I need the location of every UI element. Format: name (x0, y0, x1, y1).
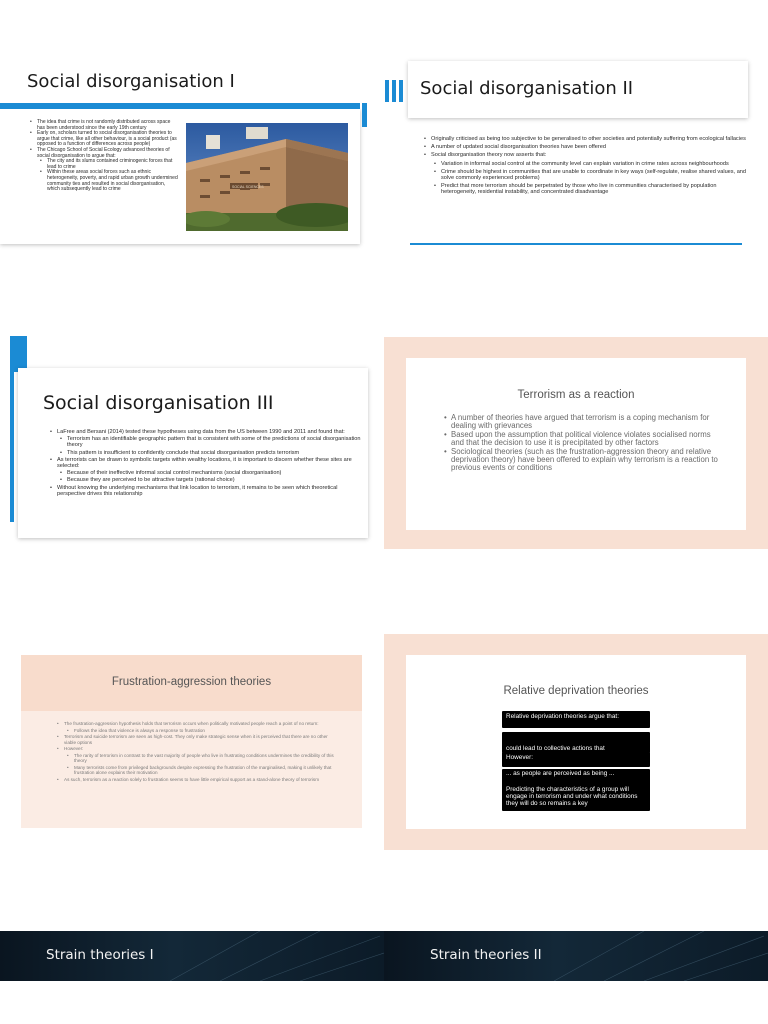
bullet-item: • The idea that crime is not randomly distributed across space has been understood since the early 19th century (30, 120, 178, 131)
sub-bullet-item: • Variation in informal social control at the community level can explain variation in crime rates across neighbourhoods (434, 161, 750, 167)
bullet-item: • Based upon the assumption that political violence violates socialised norms and that the decision to use it is precipitated by other factors (444, 431, 724, 447)
bullet-item: • Without knowing the underlying mechanisms that link location to terrorism, it remains to be seen which theoretical perspective drives this relationship (50, 485, 362, 497)
slide-social-disorganisation-2[interactable] (384, 56, 768, 256)
sub-bullet-item: • Crime should be highest in communities that are unable to coordinate in key ways (self-regulate, realise shared values, and solve commonly experienced problems) (434, 169, 750, 181)
animation-block: could lead to collective actions that (502, 744, 650, 753)
sub-bullet-item: • Predict that more terrorism should be perpetrated by those who live in communities characterised by population heterogeneity, residential instability, and concentrated disadvantage (434, 183, 750, 195)
bullet-item: • The Chicago School of Social Ecology advanced theories of social disorganisation to argue that: (30, 148, 178, 159)
accent-bar (10, 372, 14, 522)
slide-social-disorganisation-1[interactable] (0, 56, 370, 246)
sub-bullet-item: • Terrorism has an identifiable geographic pattern that is consistent with some of the predictions of social disorganisation theory (60, 436, 362, 448)
bullet-item: • A number of updated social disorganisation theories have been offered (424, 144, 750, 150)
animation-block: However: (502, 752, 650, 767)
slide-title: Social disorganisation III (43, 392, 274, 414)
accent-line (410, 243, 742, 245)
slide-title: Terrorism as a reaction (517, 389, 635, 401)
bullet-item: • As terrorists can be drawn to symbolic targets within wealthy locations, it is important to discern whether these sites are selected: (50, 457, 362, 469)
slide-title: Strain theories II (430, 947, 542, 963)
slide-strain-theories-2[interactable] (384, 931, 768, 981)
slide-title: Social disorganisation II (420, 78, 634, 99)
sub-bullet-item: • Because they are perceived to be attractive targets (rational choice) (60, 477, 362, 483)
sub-bullet-item: • The city and its slums contained criminogenic forces that lead to crime (40, 159, 178, 170)
bullet-item: • A number of theories have argued that terrorism is a coping mechanism for dealing with grievances (444, 414, 724, 430)
accent-bar (362, 103, 367, 127)
bullet-item: • As such, terrorism as a reaction solely to frustration seems to have little empirical support as a stand-alone theory of terrorism (57, 777, 339, 782)
bullet-item: • Social disorganisation theory now asserts that: (424, 152, 750, 158)
bullet-item: • LaFree and Bersani (2014) tested these hypotheses using data from the US between 1990 and 2011 and found that: (50, 429, 362, 435)
slide-title: Social disorganisation I (27, 71, 235, 92)
accent-bar (0, 103, 360, 109)
slide-frustration-aggression[interactable] (21, 655, 362, 828)
slide-strain-theories-1[interactable] (0, 931, 384, 981)
animation-block: Relative deprivation theories argue that: (502, 711, 650, 728)
building-photo (186, 123, 348, 231)
bullet-item: • Originally criticised as being too subjective to be generalised to other societies and potentially suffering from ecological fallacies (424, 136, 750, 142)
bullet-item: • Terrorism and suicide terrorism are seen as high-cost. They only make strategic sense when it is perceived that there are no other viable options (57, 734, 339, 744)
sub-bullet-item: • Follows the idea that violence is always a response to frustration (67, 728, 339, 733)
sub-bullet-item: • Within these areas social forces such as ethnic heterogeneity, poverty, and rapid urban growth undermined community ties and resulted in social disorganisation, which subsequently lead to crime (40, 170, 178, 192)
sub-bullet-item: • The rarity of terrorism in contrast to the vast majority of people who live in frustrating conditions undermines the credibility of this theory (67, 753, 339, 763)
animation-block: Predicting the characteristics of a group will engage in terrorism and under what conditions they will do so remains a key (502, 784, 650, 811)
slide-terrorism-as-a-reaction[interactable] (384, 337, 768, 549)
building-sign: SOCIAL SCIENCES (232, 185, 264, 189)
sub-bullet-item: • Many terrorists come from privileged backgrounds despite expressing the frustration of the marginalised, making it unlikely that frustration alone explains their motivation (67, 765, 339, 775)
slide-header (408, 61, 748, 118)
bullet-list (24, 120, 178, 193)
slide-title: Frustration-aggression theories (111, 676, 272, 688)
slide-relative-deprivation[interactable] (384, 634, 768, 850)
bullet-list (438, 414, 724, 473)
slide-title: Strain theories I (46, 947, 154, 963)
sub-bullet-item: • Because of their ineffective informal social control mechanisms (social disorganisation) (60, 470, 362, 476)
bullet-list (418, 136, 750, 198)
slide-title: Relative deprivation theories (503, 685, 649, 697)
bullet-item: • Early on, scholars turned to social disorganisation theories to argue that crime, like all other behaviour, is a social product (as opposed to a function of differences across people) (30, 131, 178, 148)
bullet-list (51, 721, 339, 784)
bullet-item: • However: (57, 746, 339, 751)
bullet-list (44, 429, 362, 498)
slide-social-disorganisation-3[interactable] (0, 336, 384, 546)
bullet-item: • Sociological theories (such as the frustration-aggression theory and relative deprivation theory) have been offered to explain why terrorism is a reaction to previous events or conditions (444, 448, 724, 472)
bullet-item: • The frustration-aggression hypothesis holds that terrorism occurs when politically motivated people reach a point of no return: (57, 721, 339, 726)
bars-icon (385, 80, 405, 102)
accent-bar (10, 336, 27, 372)
sub-bullet-item: • This pattern is insufficient to confidently conclude that social disorganisation predicts terrorism (60, 450, 362, 456)
animation-block: ... as people are perceived as being ... (502, 769, 650, 786)
